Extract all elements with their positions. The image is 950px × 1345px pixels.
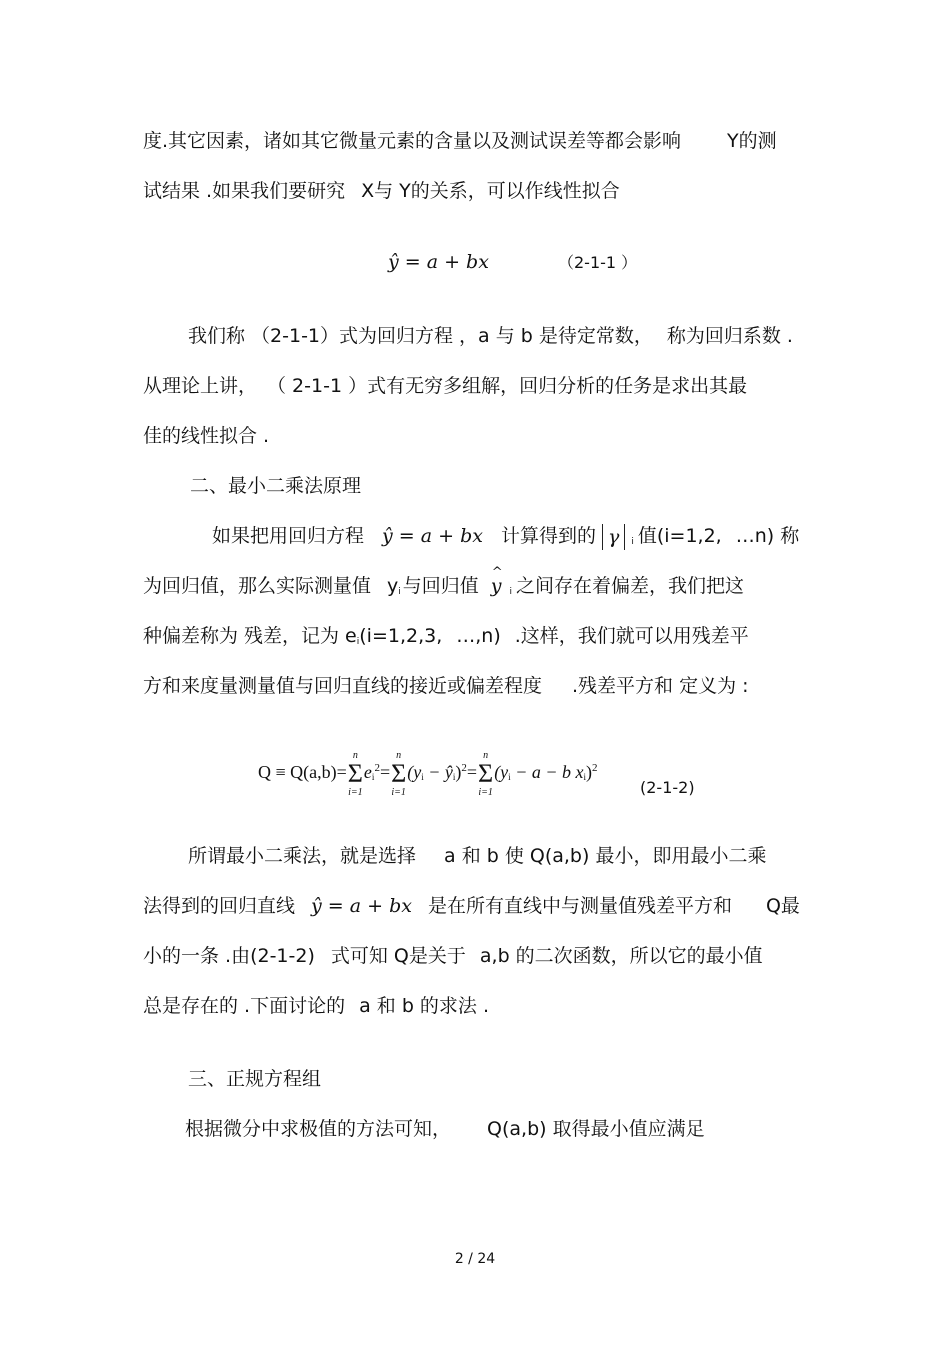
paragraph-3-line-2	[143, 573, 744, 605]
text-segment: a 和 b 的求法 .	[359, 995, 489, 1017]
paragraph-2-line-3	[143, 423, 269, 449]
term-expanded-mid: − a − b x	[510, 762, 584, 782]
text-segment: 之间存在着偏差，我们把这	[516, 575, 745, 597]
text-segment: 我们称 （2-1-1）式为回归方程 ，a 与 b 是待定常数，	[188, 325, 653, 347]
text-segment: …n) 称	[735, 525, 800, 547]
equation-number: （2-1-1 ）	[558, 253, 638, 272]
paragraph-4-line-1	[188, 843, 766, 869]
paragraph-4-line-4	[143, 993, 489, 1019]
subscript: i	[509, 587, 513, 597]
text-segment: Q(a,b) 取得最小值应满足	[487, 1118, 705, 1140]
paragraph-1-line-1	[143, 128, 777, 154]
paragraph-5-line-1	[185, 1116, 705, 1142]
variable-e: e	[345, 625, 357, 647]
inline-formula: ŷ = a + bx	[382, 525, 483, 547]
text-segment: 试结果 .如果我们要研究	[143, 180, 346, 202]
text-segment: …,n)	[456, 625, 501, 647]
paragraph-1-line-2	[143, 178, 620, 204]
subscript: i	[371, 772, 375, 782]
paragraph-4-line-3	[143, 943, 763, 969]
subscript: i	[452, 772, 456, 782]
hat-y-symbol: y ^	[491, 573, 502, 599]
equation-2-1-1	[388, 249, 489, 275]
paragraph-3-line-1	[212, 523, 799, 555]
paragraph-2-line-1	[188, 323, 793, 349]
sigma-glyph: Σ	[347, 758, 363, 788]
text-segment: X与 Y的关系，可以作线性拟合	[361, 180, 620, 202]
term-expanded: (y	[494, 762, 509, 782]
summation-symbol	[478, 750, 493, 798]
term-e: e	[363, 762, 372, 782]
text-segment: 法得到的回归直线	[143, 895, 296, 917]
superscript: 2	[461, 762, 467, 774]
sigma-glyph: Σ	[478, 758, 494, 788]
page-number: 2 / 24	[454, 1251, 496, 1267]
text-segment: 所谓最小二乘法，就是选择	[188, 845, 417, 867]
subscript: i	[356, 637, 360, 647]
text-segment: （ 2-1-1 ）式有无穷多组解，回归分析的任务是求出其最	[267, 375, 748, 397]
text-segment: 式可知 Q是关于	[330, 945, 466, 967]
text-segment: 是在所有直线中与测量值残差平方和	[427, 895, 732, 917]
equation-lhs: Q ≡ Q(a,b)=	[258, 762, 347, 782]
text-segment: 根据微分中求极值的方法可知，	[185, 1118, 452, 1140]
subscript: i	[421, 772, 424, 782]
equation-2-1-2	[258, 738, 598, 798]
equals-sign: =	[466, 762, 478, 782]
text-segment: 与回归值	[402, 575, 479, 597]
text-segment: Q最	[765, 895, 800, 917]
subscript: i	[508, 772, 511, 782]
abs-value-symbol: γ	[602, 524, 625, 550]
text-segment: 度.其它因素，诸如其它微量元素的含量以及测试误差等都会影响	[143, 130, 682, 152]
subscript: i	[583, 772, 586, 782]
summation-symbol	[391, 750, 406, 798]
equation-formula: ŷ = a + bx	[388, 251, 489, 273]
inline-formula: ŷ = a + bx	[311, 895, 412, 917]
text-segment: 佳的线性拟合 .	[143, 425, 270, 447]
text-segment: 小的一条 .由(2-1-2)	[143, 945, 315, 967]
text-segment: 种偏差称为 残差，记为	[143, 625, 340, 647]
term-residual-mid: − ŷ	[423, 762, 453, 782]
term-expanded-end: )	[586, 762, 592, 782]
subscript: i	[631, 537, 634, 547]
paragraph-3-line-3	[143, 623, 749, 655]
text-segment: 如果把用回归方程	[212, 525, 365, 547]
paragraph-3-line-4	[143, 673, 749, 699]
equation-number: (2-1-2)	[640, 778, 695, 797]
term-residual: (y	[407, 762, 422, 782]
term-residual-end: )	[455, 762, 462, 782]
text-segment: .这样，我们就可以用残差平	[514, 625, 749, 647]
sum-upper-limit: n	[396, 749, 402, 761]
superscript: 2	[592, 762, 598, 774]
sigma-glyph: Σ	[391, 758, 407, 788]
text-segment: 计算得到的	[500, 525, 596, 547]
paragraph-2-line-2	[143, 373, 747, 399]
paragraph-4-line-2	[143, 893, 800, 919]
sum-upper-limit: n	[483, 749, 489, 761]
text-segment: .残差平方和 定义为 :	[572, 675, 749, 697]
variable-y: y	[387, 575, 399, 597]
text-segment: a 和 b 使 Q(a,b) 最小，即用最小二乘	[444, 845, 767, 867]
sum-lower-limit: i=1	[478, 786, 493, 798]
text-segment: 从理论上讲，	[143, 375, 258, 397]
text-segment: 称为回归系数 .	[666, 325, 793, 347]
text-segment: Y的测	[727, 130, 777, 152]
text-segment: 为回归值，那么实际测量值	[143, 575, 372, 597]
text-segment: 值(i=1,2,	[637, 525, 722, 547]
text-segment: (i=1,2,3,	[359, 625, 443, 647]
sum-lower-limit: i=1	[348, 786, 363, 798]
equals-sign: =	[379, 762, 391, 782]
section-heading-3: 三、正规方程组	[188, 1068, 322, 1090]
sum-upper-limit: n	[352, 749, 358, 761]
sum-lower-limit: i=1	[391, 786, 406, 798]
section-heading-2: 二、最小二乘法原理	[190, 475, 362, 497]
summation-symbol	[348, 750, 363, 798]
text-segment: 总是存在的 .下面讨论的	[143, 995, 346, 1017]
superscript: 2	[374, 762, 380, 774]
subscript: i	[398, 587, 401, 597]
text-segment: a,b 的二次函数，所以它的最小值	[479, 945, 763, 967]
text-segment: 方和来度量测量值与回归直线的接近或偏差程度	[143, 675, 543, 697]
